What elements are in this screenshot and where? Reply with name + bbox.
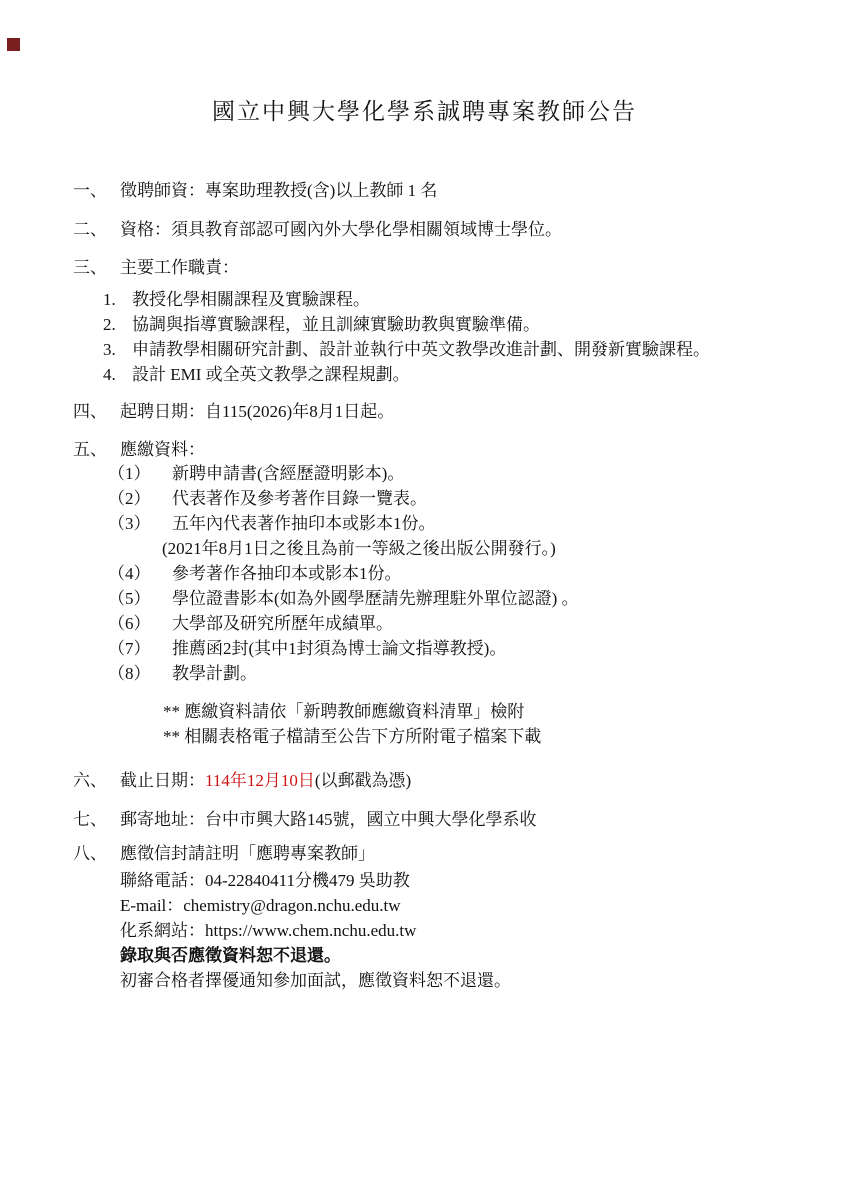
duty-item xyxy=(0,339,809,361)
duty-item xyxy=(0,364,809,386)
document-text: 新聘申請書(含經歷證明影本)。 xyxy=(172,464,405,483)
deadline-suffix: (以郵戳為憑) xyxy=(314,771,412,790)
document-text: 教學計劃。 xyxy=(172,664,257,683)
item-mailing-address xyxy=(0,809,809,831)
duty-text: 協調與指導實驗課程，並且訓練實驗助教與實驗準備。 xyxy=(132,315,540,334)
item-number: 六、 xyxy=(73,771,107,790)
document-item-note: (2021年8月1日之後且為前一等級之後出版公開發行。) xyxy=(162,539,556,558)
no-return-notice: 錄取與否應徵資料恕不退還。 xyxy=(120,946,341,965)
document-number: （3） xyxy=(108,514,151,533)
item-number: 八、 xyxy=(73,844,107,863)
deadline-date: 114年12月10日 xyxy=(205,771,315,790)
item-start-date xyxy=(0,401,809,423)
checklist-note: ** 應繳資料請依「新聘教師應繳資料清單」檢附 xyxy=(163,702,525,721)
document-number: （8） xyxy=(108,664,151,683)
download-note: ** 相關表格電子檔請至公告下方所附電子檔案下載 xyxy=(163,727,542,746)
duty-number: 2. xyxy=(103,315,116,334)
item-text: 主要工作職責： xyxy=(120,258,239,277)
document-text: 參考著作各抽印本或影本1份。 xyxy=(172,564,402,583)
duty-text: 設計 EMI 或全英文教學之課程規劃。 xyxy=(132,365,410,384)
item-number: 一、 xyxy=(73,181,107,200)
document-number: （2） xyxy=(108,489,151,508)
item-text xyxy=(120,770,809,792)
item-text: 應徵信封請註明「應聘專案教師」 xyxy=(120,844,375,863)
contact-website: 化系網站：https://www.chem.nchu.edu.tw xyxy=(120,921,417,940)
item-recruitment xyxy=(0,180,809,202)
item-number: 五、 xyxy=(73,440,107,459)
document-item xyxy=(0,613,809,635)
contact-email: E-mail：chemistry@dragon.nchu.edu.tw xyxy=(120,896,401,915)
duty-number: 3. xyxy=(103,340,116,359)
document-number: （6） xyxy=(108,614,151,633)
corner-mark xyxy=(7,38,20,51)
duty-text: 教授化學相關課程及實驗課程。 xyxy=(132,290,370,309)
document-item xyxy=(0,488,809,510)
item-text: 資格：須具教育部認可國內外大學化學相關領域博士學位。 xyxy=(120,220,562,239)
document-item xyxy=(0,563,809,585)
deadline-prefix: 截止日期： xyxy=(120,771,205,790)
document-text: 學位證書影本(如為外國學歷請先辦理駐外單位認證) 。 xyxy=(172,589,579,608)
item-qualification xyxy=(0,219,809,241)
document-number: （7） xyxy=(108,639,151,658)
duty-text: 申請教學相關研究計劃、設計並執行中英文教學改進計劃、開發新實驗課程。 xyxy=(132,340,710,359)
document-number: （1） xyxy=(108,464,151,483)
item-documents-heading xyxy=(0,439,809,461)
item-text: 徵聘師資：專案助理教授(含)以上教師 1 名 xyxy=(120,181,438,200)
item-number: 七、 xyxy=(73,810,107,829)
interview-notice: 初審合格者擇優通知參加面試，應徵資料恕不退還。 xyxy=(120,971,511,990)
duty-item xyxy=(0,314,809,336)
item-text: 郵寄地址：台中市興大路145號，國立中興大學化學系收 xyxy=(120,810,537,829)
item-number: 三、 xyxy=(73,258,107,277)
document-item xyxy=(0,513,809,535)
document-text: 大學部及研究所歷年成績單。 xyxy=(172,614,393,633)
document-text: 代表著作及參考著作目錄一覽表。 xyxy=(172,489,427,508)
contact-phone: 聯絡電話：04-22840411分機479 吳助教 xyxy=(120,871,410,890)
duty-item xyxy=(0,289,809,311)
item-envelope-note xyxy=(0,843,809,865)
item-deadline xyxy=(0,770,809,792)
duty-number: 1. xyxy=(103,290,116,309)
document-item xyxy=(0,638,809,660)
document-text: 五年內代表著作抽印本或影本1份。 xyxy=(172,514,436,533)
item-number: 二、 xyxy=(73,220,107,239)
document-item xyxy=(0,663,809,685)
document-text: 推薦函2封(其中1封須為博士論文指導教授)。 xyxy=(172,639,507,658)
document-number: （4） xyxy=(108,564,151,583)
document-item xyxy=(0,588,809,610)
item-number: 四、 xyxy=(73,402,107,421)
duty-number: 4. xyxy=(103,365,116,384)
document-item xyxy=(0,463,809,485)
item-text: 應繳資料： xyxy=(120,440,205,459)
item-text: 起聘日期：自115(2026)年8月1日起。 xyxy=(120,402,395,421)
page-title: 國立中興大學化學系誠聘專案教師公告 xyxy=(212,99,637,124)
item-duties-heading xyxy=(0,257,809,279)
document-number: （5） xyxy=(108,589,151,608)
